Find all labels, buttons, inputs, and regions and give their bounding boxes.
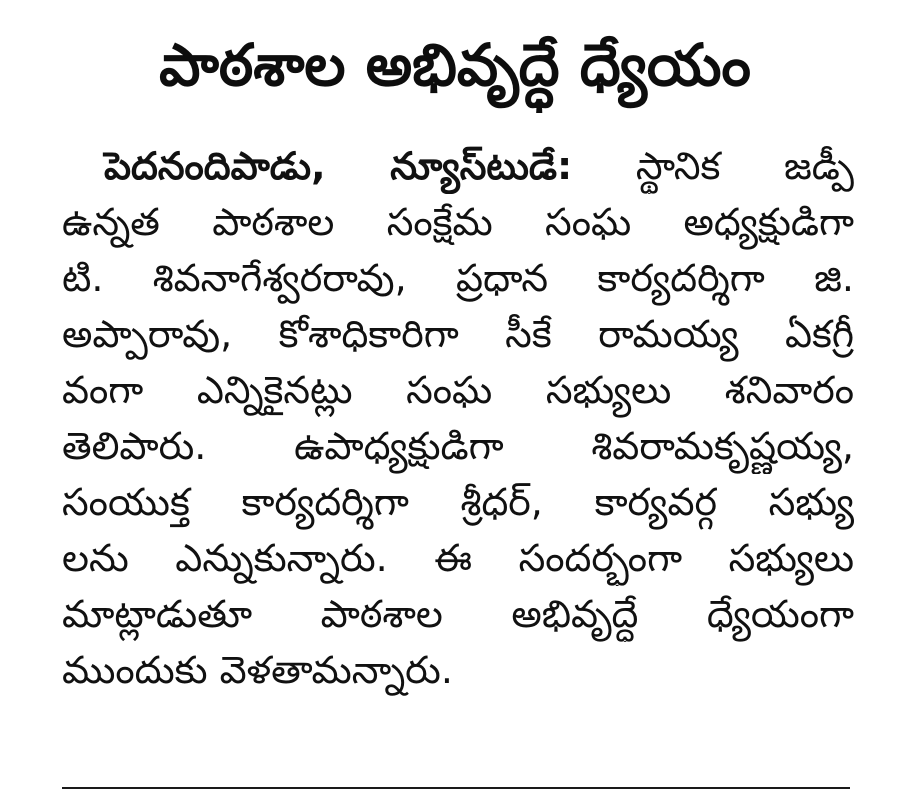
article-body xyxy=(62,138,854,698)
article-line xyxy=(62,138,854,194)
article-line-text: స్థానిక జడ్పీ xyxy=(635,144,854,188)
article-line: లను ఎన్నుకున్నారు. ఈ సందర్భంగా సభ్యులు xyxy=(62,536,854,580)
article-line: సంయుక్త కార్యదర్శిగా శ్రీధర్, కార్యవర్గ సభ్యు xyxy=(62,480,854,524)
article-line: వంగా ఎన్నికైనట్లు సంఘ సభ్యులు శనివారం xyxy=(62,368,854,412)
headline: పాఠశాల అభివృద్ధే ధ్యేయం xyxy=(159,31,751,99)
dateline: పెదనందిపాడు, న్యూస్‌టుడే: xyxy=(104,144,573,188)
bottom-divider xyxy=(62,787,850,789)
article-line: టి. శివనాగేశ్వరరావు, ప్రధాన కార్యదర్శిగా జి. xyxy=(62,256,854,300)
article-line: అప్పారావు, కోశాధికారిగా సీకే రామయ్య ఏకగ్రీ xyxy=(62,312,854,356)
article-line: ముందుకు వెళతామన్నారు. xyxy=(62,648,453,692)
article-line: ఉన్నత పాఠశాల సంక్షేమ సంఘ అధ్యక్షుడిగా xyxy=(62,200,854,244)
article-line: మాట్లాడుతూ పాఠశాల అభివృద్ధే ధ్యేయంగా xyxy=(62,592,854,636)
article-line: తెలిపారు. ఉపాధ్యక్షుడిగా శివరామకృష్ణయ్య, xyxy=(62,424,854,468)
